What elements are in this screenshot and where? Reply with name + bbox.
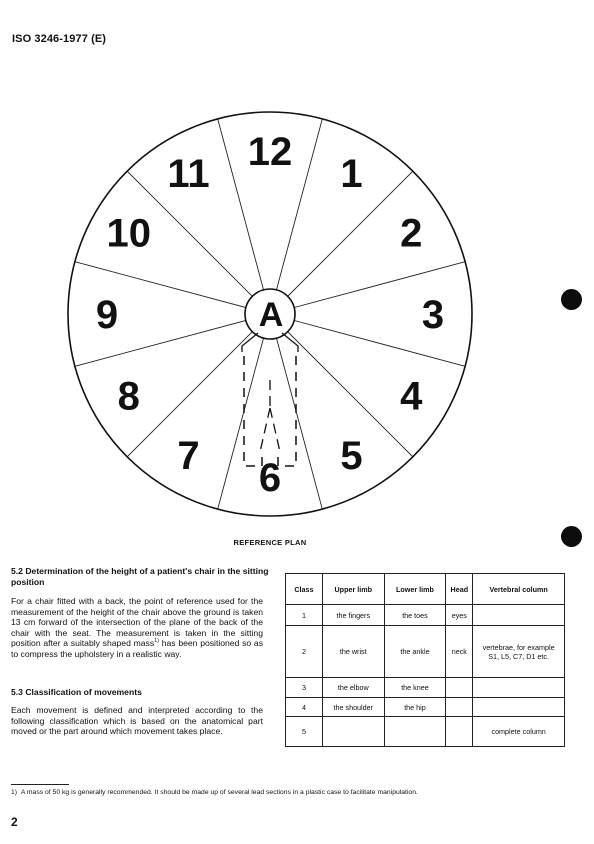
- clock-number-1: 1: [340, 151, 363, 196]
- header-cell: Class: [286, 574, 323, 605]
- footnote-reference: 1): [154, 638, 160, 644]
- table-cell: the hip: [384, 698, 446, 717]
- table-cell: 2: [286, 626, 323, 678]
- clock-number-6: 6: [258, 456, 282, 500]
- punch-hole: [561, 289, 582, 310]
- table-cell: [473, 698, 565, 717]
- table-row: [286, 605, 565, 626]
- table-cell: the wrist: [322, 626, 384, 678]
- table-cell: the elbow: [322, 678, 384, 698]
- footnote-marker: 1): [11, 789, 18, 796]
- center-label-a: A: [258, 296, 284, 334]
- footnote: [11, 789, 418, 796]
- table-cell: [446, 678, 473, 698]
- section-5-2-paragraph: For a chair fitted with a back, the point of reference used for the measurement of the height of the chair above the ground is taken 13 cm forward of the intersection of the plane of the back of the chair with the seat. The measurement is taken in the sitting position after a suitably shaped mass$^{1)}$ has been positioned so as to compress the upholstery in a realistic way.: [11, 596, 263, 659]
- clock-number-9: 9: [95, 293, 119, 337]
- clock-number-12: 12: [247, 130, 293, 174]
- clock-number-4: 4: [400, 374, 423, 419]
- document-header: ISO 3246-1977 (E): [12, 33, 107, 45]
- clock-number-5: 5: [340, 434, 363, 479]
- table-cell: [446, 698, 473, 717]
- table-row: [286, 626, 565, 678]
- table-cell: 4: [286, 698, 323, 717]
- table-cell: 1: [286, 605, 323, 626]
- table-cell: 3: [286, 678, 323, 698]
- table-cell: the knee: [384, 678, 446, 698]
- clock-number-10: 10: [106, 211, 152, 256]
- clock-number-8: 8: [117, 374, 140, 419]
- table-row: [286, 698, 565, 717]
- page-number: 2: [11, 815, 18, 829]
- header-cell: Upper limb: [322, 574, 384, 605]
- chair-outline-dashed: [244, 356, 296, 466]
- clock-number-2: 2: [400, 211, 423, 256]
- header-cell: Lower limb: [384, 574, 446, 605]
- reference-arrow: [260, 380, 280, 452]
- table-cell: [473, 605, 565, 626]
- table-cell: vertebrae, for example S1, L5, C7, D1 etc.: [473, 626, 565, 678]
- figure-caption: REFERENCE PLAN: [233, 538, 307, 547]
- table-cell: [322, 717, 384, 747]
- clock-number-7: 7: [177, 434, 200, 479]
- header-cell: Head: [446, 574, 473, 605]
- footnote-text: A mass of 50 kg is generally recommended. It should be made up of several lead sections in a plastic case to facilitate manipulation.: [20, 789, 418, 796]
- table-header-row: [286, 574, 565, 605]
- table-cell: eyes: [446, 605, 473, 626]
- table-cell: the ankle: [384, 626, 446, 678]
- table-cell: the fingers: [322, 605, 384, 626]
- table-cell: [384, 717, 446, 747]
- section-5-2-title: 5.2 Determination of the height of a patient's chair in the sitting position: [11, 566, 269, 587]
- table-row: [286, 678, 565, 698]
- table-cell: [446, 717, 473, 747]
- table-cell: the shoulder: [322, 698, 384, 717]
- section-5-3-title: 5.3 Classification of movements: [11, 687, 142, 697]
- classification-table: [285, 573, 565, 747]
- section-5-3-paragraph: Each movement is defined and interpreted according to the following classification which is based on the anatomical part moved or the part around which movement takes place.: [11, 705, 263, 736]
- table-row: [286, 717, 565, 747]
- table-cell: 5: [286, 717, 323, 747]
- table-cell: neck: [446, 626, 473, 678]
- clock-number-11: 11: [167, 151, 210, 196]
- clock-number-3: 3: [421, 293, 445, 337]
- table-cell: complete column: [473, 717, 565, 747]
- punch-hole: [561, 526, 582, 547]
- footnote-divider: [11, 784, 69, 785]
- table-cell: [473, 678, 565, 698]
- header-cell: Vertebral column: [473, 574, 565, 605]
- table-cell: the toes: [384, 605, 446, 626]
